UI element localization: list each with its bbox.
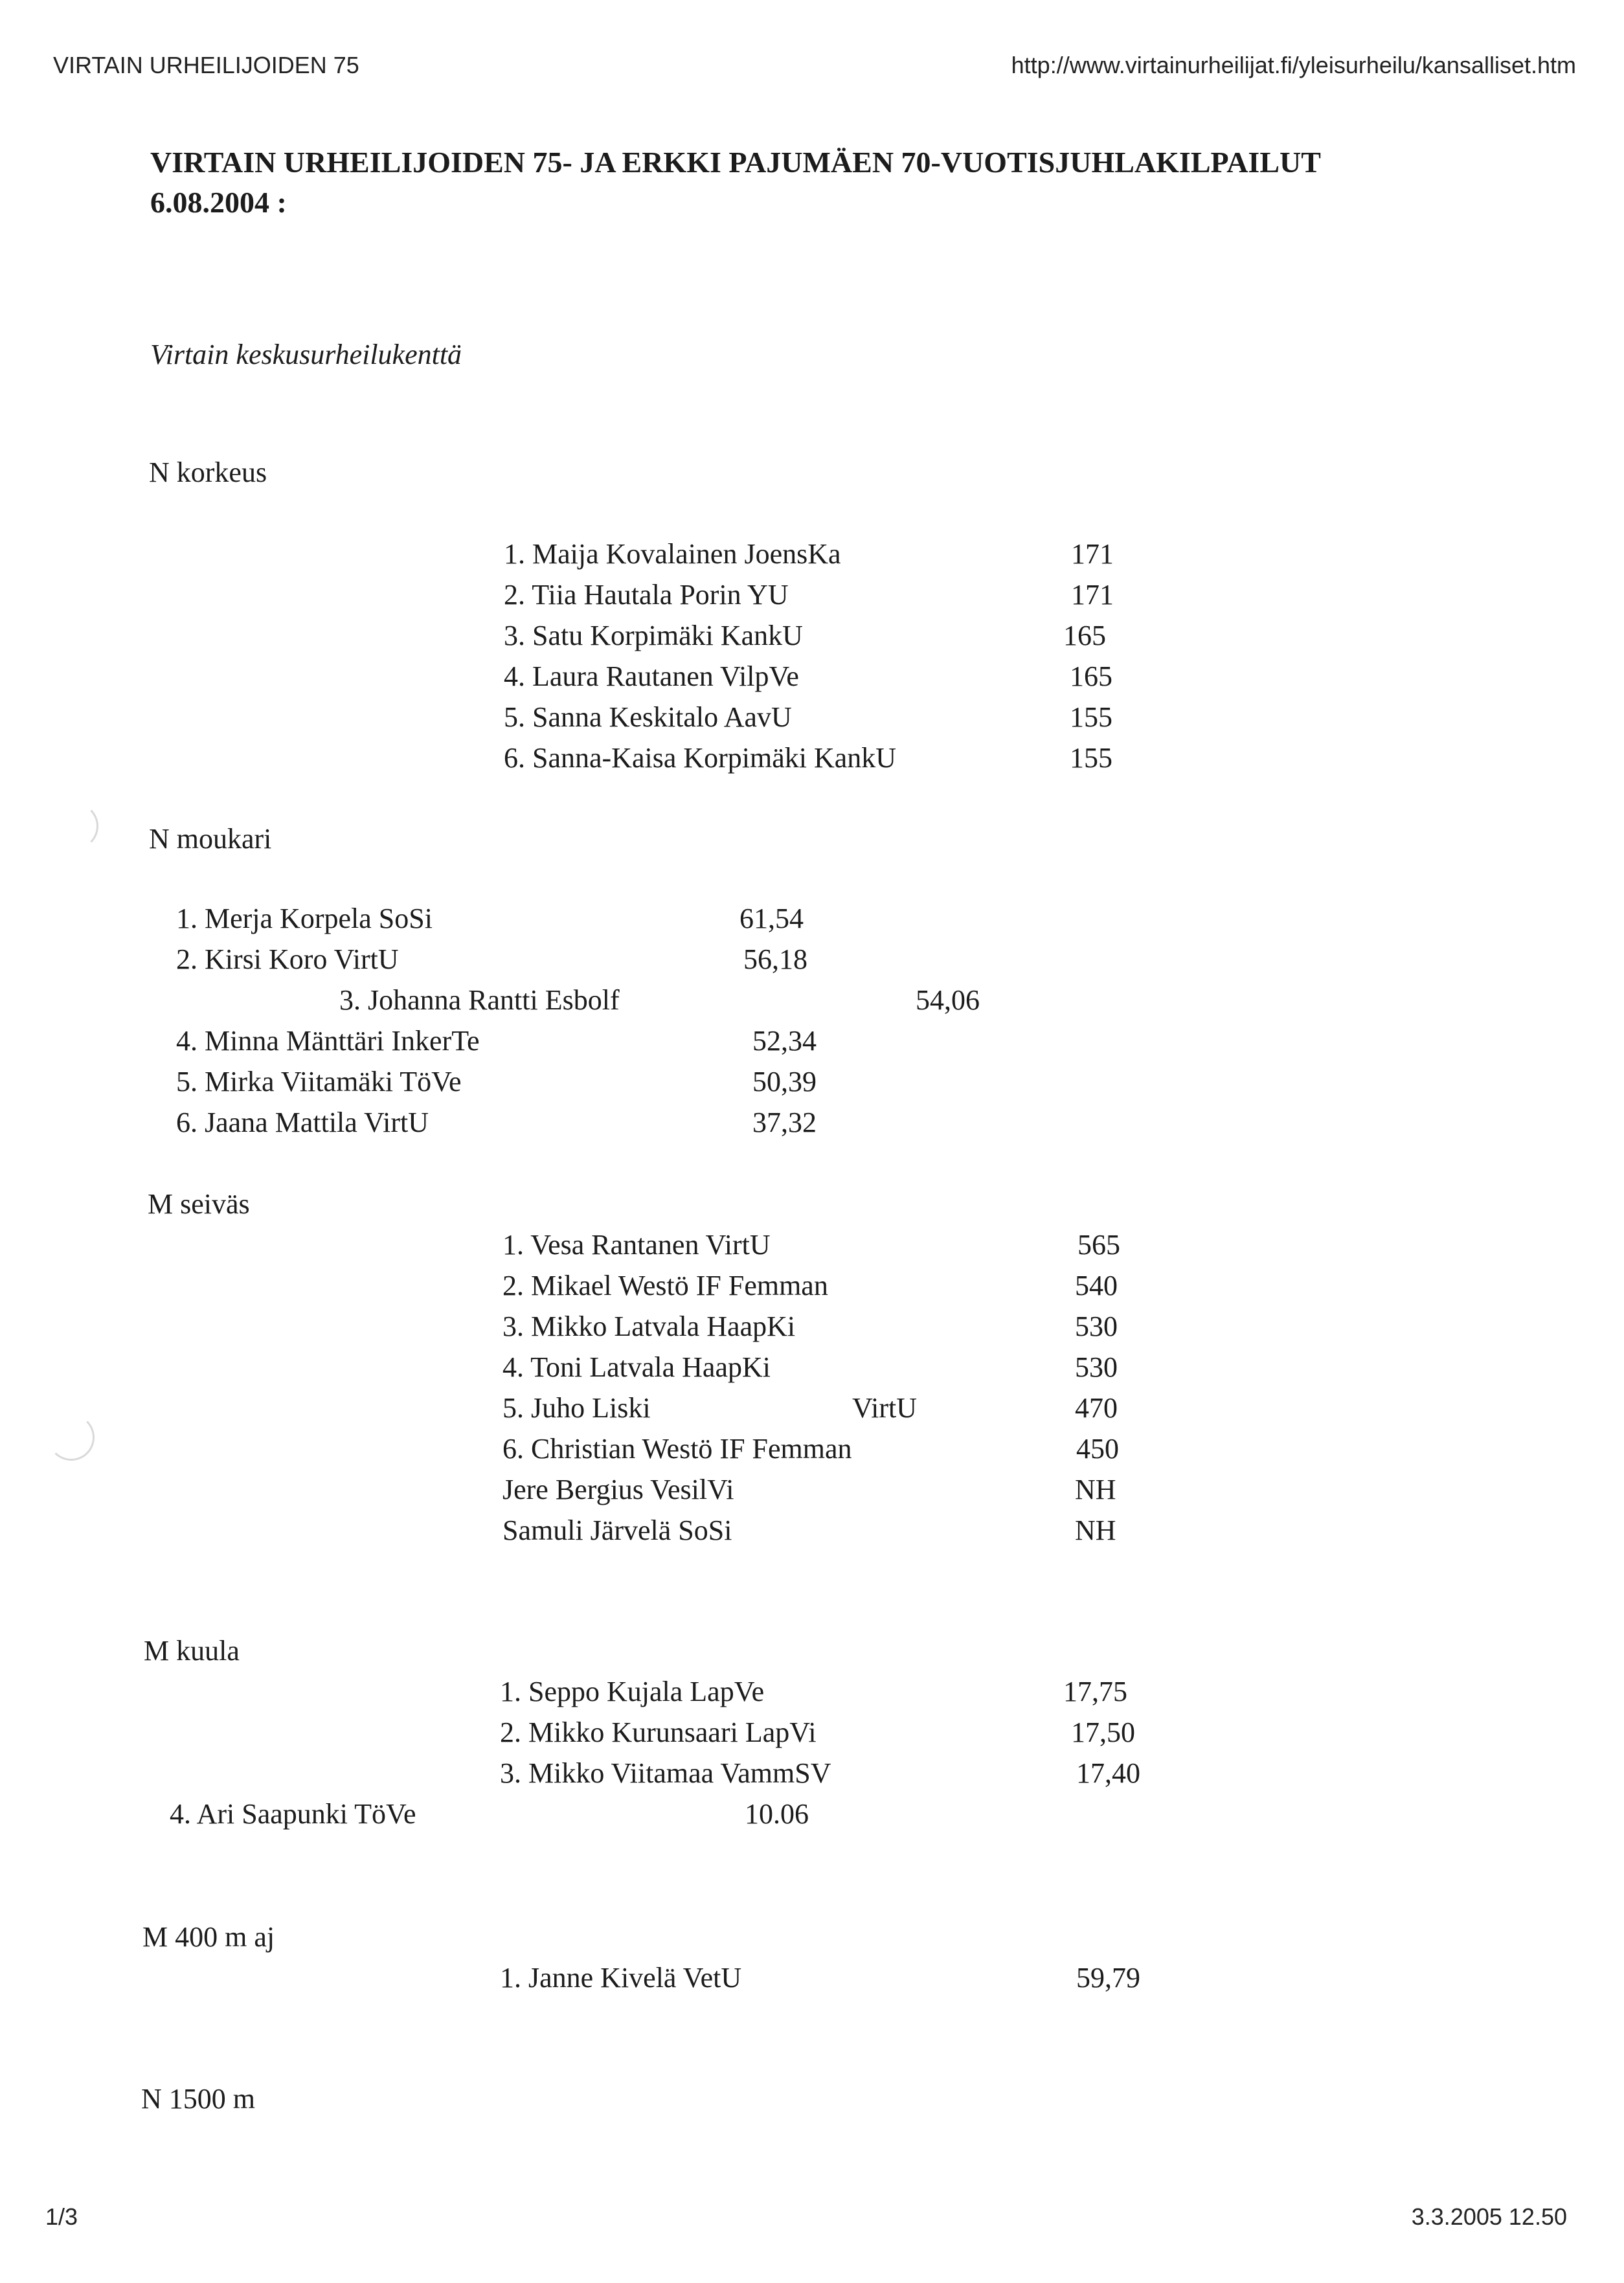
result-row-value: 565 — [1077, 1229, 1120, 1261]
result-row-value: 171 — [1071, 579, 1114, 611]
result-row-text: 4. Laura Rautanen VilpVe — [504, 660, 799, 692]
result-row-value: NH — [1075, 1474, 1116, 1505]
result-row-value: 54,06 — [916, 984, 980, 1016]
event-heading-m-seivas: M seiväs — [148, 1188, 250, 1220]
result-row-text: 3. Mikko Viitamaa VammSV — [500, 1757, 831, 1789]
result-row-text: 6. Christian Westö IF Femman — [502, 1433, 852, 1465]
result-row-club: VirtU — [852, 1392, 918, 1424]
result-row-text: 1. Maija Kovalainen JoensKa — [504, 538, 841, 570]
result-row-value: 470 — [1075, 1392, 1118, 1424]
result-row-text: 2. Tiia Hautala Porin YU — [504, 579, 789, 611]
event-heading-m-kuula: M kuula — [144, 1635, 240, 1667]
document-title-line-1: VIRTAIN URHEILIJOIDEN 75- JA ERKKI PAJUMÄEN 70-VUOTISJUHLAKILPAILUT — [150, 146, 1321, 179]
result-row-value: 171 — [1071, 538, 1114, 570]
event-heading-n-1500-m: N 1500 m — [141, 2083, 255, 2115]
result-row-text: 1. Vesa Rantanen VirtU — [502, 1229, 771, 1261]
result-row-text: 6. Sanna-Kaisa Korpimäki KankU — [504, 742, 897, 774]
result-row-value: 530 — [1075, 1310, 1118, 1342]
result-row-text: 1. Janne Kivelä VetU — [500, 1962, 742, 1994]
print-footer-page-number: 1/3 — [45, 2203, 78, 2230]
result-row-value: 17,75 — [1063, 1676, 1127, 1707]
result-row-text: 1. Merja Korpela SoSi — [176, 903, 433, 934]
result-row-text: 4. Ari Saapunki TöVe — [170, 1798, 416, 1830]
result-row-value: 530 — [1075, 1351, 1118, 1383]
result-row-text: 6. Jaana Mattila VirtU — [176, 1107, 429, 1138]
venue: Virtain keskusurheilukenttä — [150, 339, 462, 370]
result-row-value: 37,32 — [752, 1107, 817, 1138]
punch-hole-mark — [52, 803, 98, 849]
result-row-text: 2. Mikko Kurunsaari LapVi — [500, 1716, 817, 1748]
result-row-value: NH — [1075, 1514, 1116, 1546]
result-row-value: 52,34 — [752, 1025, 817, 1057]
result-row-text: 3. Johanna Rantti Esbolf — [339, 984, 620, 1016]
print-header-url: http://www.virtainurheilijat.fi/yleisurheilu/kansalliset.htm — [1011, 52, 1576, 78]
result-row-text: 5. Juho Liski — [502, 1392, 651, 1424]
result-row-text: Samuli Järvelä SoSi — [502, 1514, 732, 1546]
result-row-value: 165 — [1070, 660, 1112, 692]
result-row-value: 17,50 — [1071, 1716, 1135, 1748]
event-heading-m-400-m-aj: M 400 m aj — [142, 1921, 275, 1953]
result-row-value: 59,79 — [1076, 1962, 1140, 1994]
document-title-line-2: 6.08.2004 : — [150, 186, 287, 219]
print-header-site-title: VIRTAIN URHEILIJOIDEN 75 — [53, 52, 359, 78]
result-row-value: 61,54 — [739, 903, 804, 934]
punch-hole-mark — [48, 1414, 95, 1461]
result-row-text: 3. Satu Korpimäki KankU — [504, 620, 803, 651]
result-row-text: 5. Sanna Keskitalo AavU — [504, 701, 792, 733]
result-row-text: 2. Mikael Westö IF Femman — [502, 1270, 828, 1301]
result-row-value: 155 — [1070, 742, 1112, 774]
result-row-value: 165 — [1063, 620, 1106, 651]
result-row-value: 10.06 — [745, 1798, 809, 1830]
result-row-value: 450 — [1076, 1433, 1119, 1465]
result-row-text: 1. Seppo Kujala LapVe — [500, 1676, 765, 1707]
event-heading-n-moukari: N moukari — [149, 823, 272, 855]
result-row-text: Jere Bergius VesilVi — [502, 1474, 734, 1505]
result-row-value: 50,39 — [752, 1066, 817, 1097]
result-row-text: 4. Minna Mänttäri InkerTe — [176, 1025, 480, 1057]
print-footer-datetime: 3.3.2005 12.50 — [1411, 2203, 1567, 2230]
result-row-value: 540 — [1075, 1270, 1118, 1301]
result-row-text: 2. Kirsi Koro VirtU — [176, 943, 399, 975]
event-heading-n-korkeus: N korkeus — [149, 456, 267, 488]
result-row-value: 56,18 — [743, 943, 807, 975]
result-row-value: 155 — [1070, 701, 1112, 733]
document-title — [150, 142, 1321, 223]
result-row-text: 5. Mirka Viitamäki TöVe — [176, 1066, 462, 1097]
result-row-text: 4. Toni Latvala HaapKi — [502, 1351, 771, 1383]
result-row-text: 3. Mikko Latvala HaapKi — [502, 1310, 796, 1342]
result-row-value: 17,40 — [1076, 1757, 1140, 1789]
